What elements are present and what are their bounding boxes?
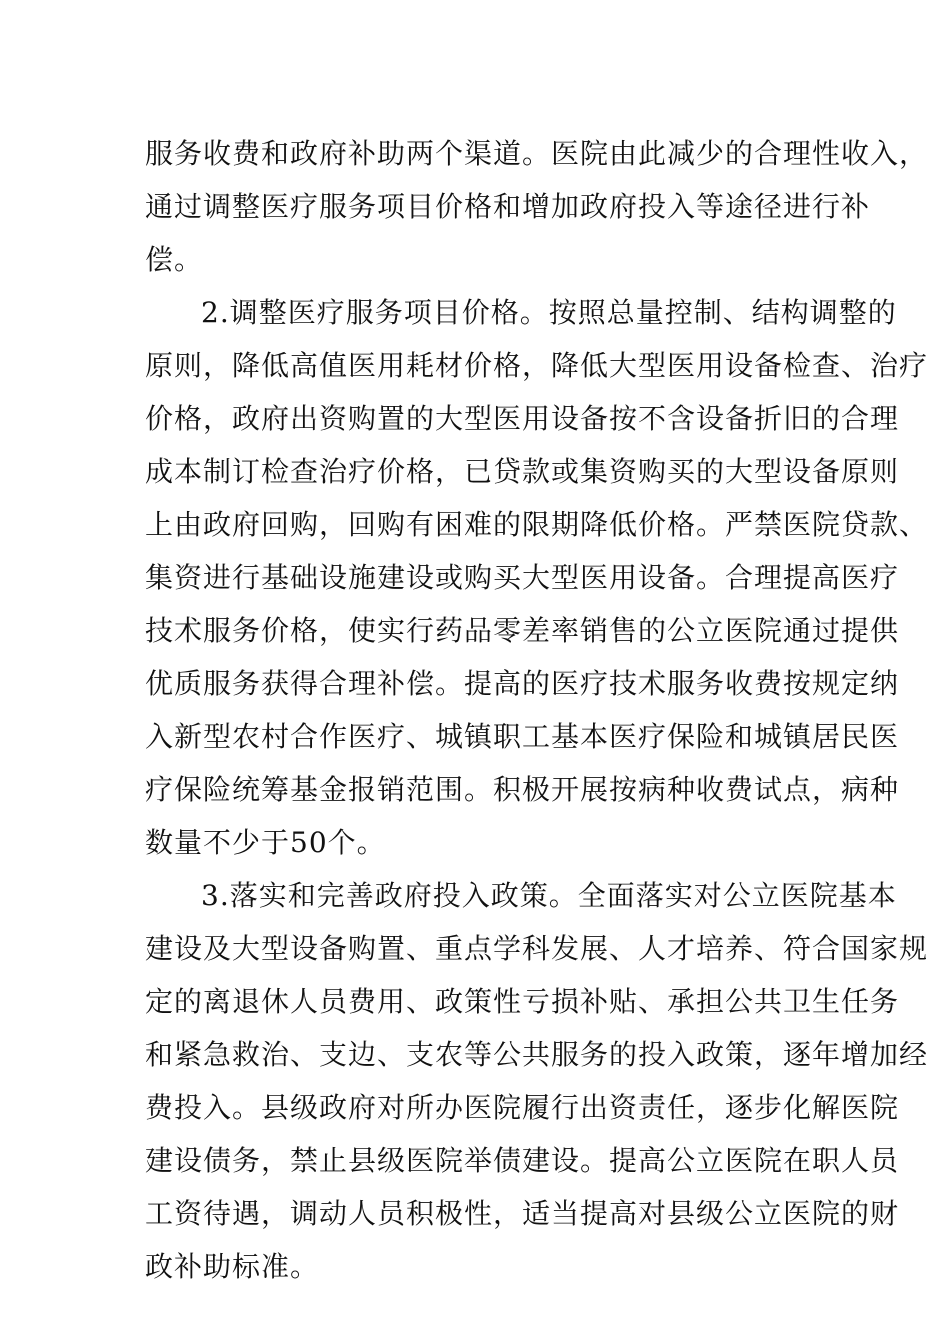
text-line-4: 2.调整医疗服务项目价格。按照总量控制、结构调整的 bbox=[201, 296, 897, 329]
text-line-14: 数量不少于50个。 bbox=[145, 826, 386, 859]
text-line-22: 政补助标准。 bbox=[145, 1250, 320, 1283]
text-line-2: 通过调整医疗服务项目价格和增加政府投入等途径进行补 bbox=[145, 190, 871, 223]
text-line-5: 原则，降低高值医用耗材价格，降低大型医用设备检查、治疗 bbox=[145, 349, 929, 382]
text-line-6: 价格，政府出资购置的大型医用设备按不含设备折旧的合理 bbox=[145, 402, 900, 435]
text-line-21: 工资待遇，调动人员积极性，适当提高对县级公立医院的财 bbox=[145, 1197, 900, 1230]
text-line-19: 费投入。县级政府对所办医院履行出资责任，逐步化解医院 bbox=[145, 1091, 900, 1124]
text-line-10: 技术服务价格，使实行药品零差率销售的公立医院通过提供 bbox=[145, 614, 900, 647]
text-line-12: 入新型农村合作医疗、城镇职工基本医疗保险和城镇居民医 bbox=[145, 720, 900, 753]
text-line-1: 服务收费和政府补助两个渠道。医院由此减少的合理性收入， bbox=[145, 137, 929, 170]
text-line-15: 3.落实和完善政府投入政策。全面落实对公立医院基本 bbox=[201, 879, 897, 912]
text-line-17: 定的离退休人员费用、政策性亏损补贴、承担公共卫生任务 bbox=[145, 985, 900, 1018]
text-line-8: 上由政府回购，回购有困难的限期降低价格。严禁医院贷款、 bbox=[145, 508, 929, 541]
text-line-20: 建设债务，禁止县级医院举债建设。提高公立医院在职人员 bbox=[145, 1144, 900, 1177]
text-line-13: 疗保险统筹基金报销范围。积极开展按病种收费试点，病种 bbox=[145, 773, 900, 806]
text-line-9: 集资进行基础设施建设或购买大型医用设备。合理提高医疗 bbox=[145, 561, 900, 594]
text-line-18: 和紧急救治、支边、支农等公共服务的投入政策，逐年增加经 bbox=[145, 1038, 929, 1071]
text-line-7: 成本制订检查治疗价格，已贷款或集资购买的大型设备原则 bbox=[145, 455, 900, 488]
text-line-11: 优质服务获得合理补偿。提高的医疗技术服务收费按规定纳 bbox=[145, 667, 900, 700]
text-line-16: 建设及大型设备购置、重点学科发展、人才培养、符合国家规 bbox=[145, 932, 929, 965]
body-text bbox=[145, 127, 929, 1293]
text-line-3: 偿。 bbox=[145, 243, 204, 276]
